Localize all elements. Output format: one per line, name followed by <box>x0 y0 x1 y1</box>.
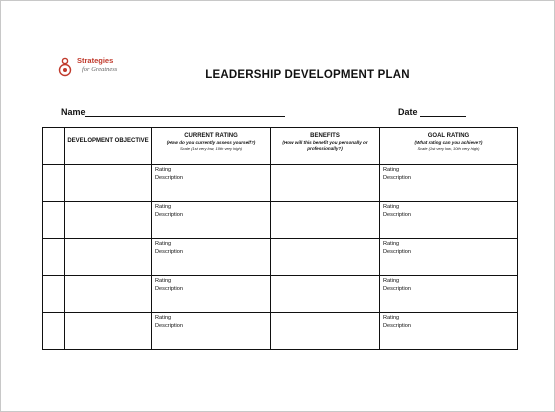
header-subtitle: (How will this benefit you personally or professionally?) <box>282 140 368 151</box>
row-blank-cell <box>43 313 65 350</box>
goal-rating-cell[interactable] <box>380 276 518 313</box>
header-title: DEVELOPMENT OBJECTIVE <box>67 138 149 144</box>
rating-label: Rating <box>383 278 400 284</box>
current-rating-cell[interactable] <box>152 202 271 239</box>
page-title-text: LEADERSHIP DEVELOPMENT PLAN <box>205 69 410 81</box>
goal-rating-cell[interactable] <box>380 202 518 239</box>
benefits-cell[interactable] <box>271 239 380 276</box>
header-development-objective <box>65 128 152 165</box>
description-label: Description <box>383 322 411 329</box>
date-field-line[interactable] <box>420 116 466 117</box>
rating-label: Rating <box>383 315 400 321</box>
benefits-cell[interactable] <box>271 165 380 202</box>
current-rating-cell[interactable] <box>152 313 271 350</box>
row-blank-cell <box>43 276 65 313</box>
benefits-cell[interactable] <box>271 202 380 239</box>
current-rating-cell[interactable] <box>152 239 271 276</box>
rating-label: Rating <box>155 167 172 173</box>
header-title: CURRENT RATING <box>184 133 238 139</box>
rating-label: Rating <box>155 204 172 210</box>
header-scale: Scale (1st very low, 10th very high) <box>417 146 480 151</box>
description-label: Description <box>383 285 411 292</box>
table-row <box>43 165 518 202</box>
table-row <box>43 276 518 313</box>
header-goal-rating <box>380 128 518 165</box>
benefits-cell[interactable] <box>271 276 380 313</box>
description-label: Description <box>155 248 183 255</box>
objective-cell[interactable] <box>65 276 152 313</box>
rating-label: Rating <box>155 315 172 321</box>
current-rating-cell[interactable] <box>152 165 271 202</box>
name-field-line[interactable] <box>85 116 285 117</box>
goal-rating-cell[interactable] <box>380 165 518 202</box>
header-benefits <box>271 128 380 165</box>
header-subtitle: (How do you currently assess yourself?) <box>166 140 256 145</box>
logo-text-line1: Strategies <box>77 56 114 65</box>
objective-cell[interactable] <box>65 239 152 276</box>
header-title: BENEFITS <box>310 133 340 139</box>
date-label: Date <box>398 107 418 117</box>
description-label: Description <box>155 285 183 292</box>
name-label: Name <box>61 107 86 117</box>
rating-label: Rating <box>155 278 172 284</box>
page-title <box>1 69 554 81</box>
description-label: Description <box>155 174 183 181</box>
row-blank-cell <box>43 165 65 202</box>
table-row <box>43 239 518 276</box>
rating-label: Rating <box>383 204 400 210</box>
objective-cell[interactable] <box>65 202 152 239</box>
logo-text-line2: for Greatness <box>82 66 118 73</box>
goal-rating-cell[interactable] <box>380 239 518 276</box>
header-blank <box>43 128 65 165</box>
rating-label: Rating <box>383 241 400 247</box>
header-subtitle: (What rating can you achieve?) <box>414 140 483 145</box>
benefits-cell[interactable] <box>271 313 380 350</box>
current-rating-cell[interactable] <box>152 276 271 313</box>
rating-label: Rating <box>383 167 400 173</box>
description-label: Description <box>155 322 183 329</box>
row-blank-cell <box>43 202 65 239</box>
table-header-row <box>43 128 518 165</box>
header-scale: Scale (1st very low, 10th very high) <box>179 146 243 151</box>
header-title: GOAL RATING <box>427 133 470 139</box>
objective-cell[interactable] <box>65 165 152 202</box>
description-label: Description <box>383 174 411 181</box>
description-label: Description <box>383 248 411 255</box>
objective-cell[interactable] <box>65 313 152 350</box>
goal-rating-cell[interactable] <box>380 313 518 350</box>
description-label: Description <box>383 211 411 218</box>
table-row <box>43 313 518 350</box>
row-blank-cell <box>43 239 65 276</box>
development-plan-table <box>42 127 518 350</box>
table-row <box>43 202 518 239</box>
description-label: Description <box>155 211 183 218</box>
header-current-rating <box>152 128 271 165</box>
rating-label: Rating <box>155 241 172 247</box>
